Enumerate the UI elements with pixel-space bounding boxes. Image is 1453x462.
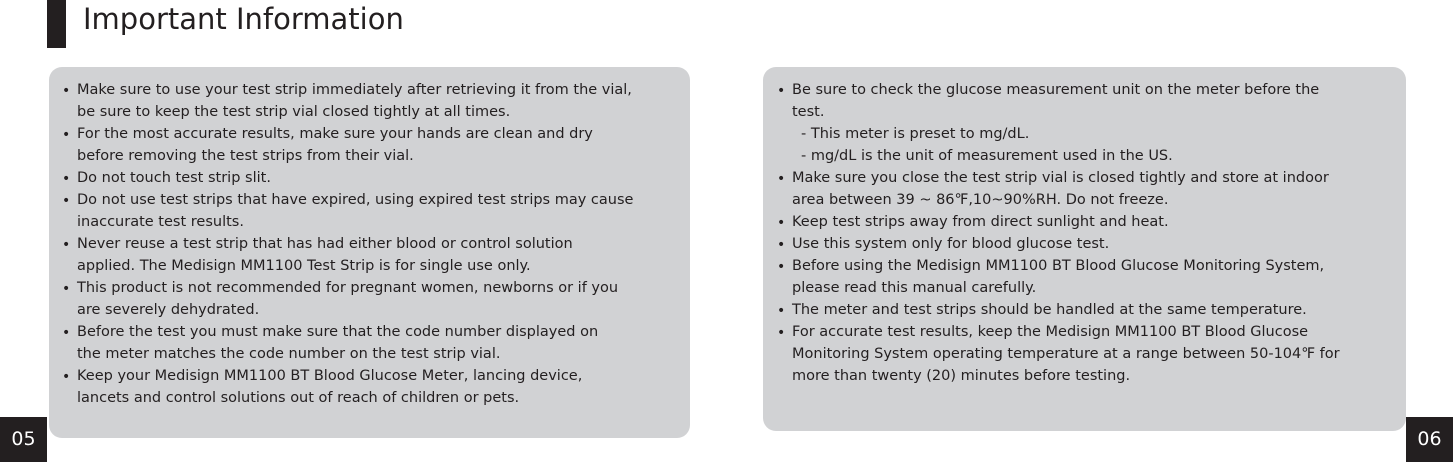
list-item-text: For the most accurate results, make sure your hands are clean and dry — [77, 126, 593, 142]
left-bullet-list — [62, 79, 680, 409]
list-item-text: be sure to keep the test strip vial closed tightly at all times. — [77, 104, 511, 120]
bullet-dot-icon: • — [777, 215, 786, 231]
list-item — [62, 167, 680, 189]
bullet-dot-icon: • — [777, 303, 786, 319]
sub-note: - This meter is preset to mg/dL. — [801, 126, 1030, 142]
list-item — [777, 79, 1398, 167]
list-item-text: Never reuse a test strip that has had either blood or control solution — [77, 236, 573, 252]
left-info-panel — [49, 67, 690, 438]
bullet-dot-icon: • — [62, 193, 71, 209]
right-info-panel — [763, 67, 1406, 431]
list-item — [777, 299, 1398, 321]
list-item-text: Make sure you close the test strip vial is closed tightly and store at indoor — [792, 170, 1329, 186]
list-item-text: test. — [792, 104, 825, 120]
list-item-text: inaccurate test results. — [77, 214, 244, 230]
bullet-dot-icon: • — [62, 83, 71, 99]
list-item-text: Make sure to use your test strip immediately after retrieving it from the vial, — [77, 82, 632, 98]
list-item-text: The meter and test strips should be handled at the same temperature. — [792, 302, 1307, 318]
list-item — [62, 233, 680, 277]
bullet-dot-icon: • — [62, 281, 71, 297]
list-item-text: Before the test you must make sure that the code number displayed on — [77, 324, 599, 340]
list-item-text: applied. The Medisign MM1100 Test Strip is for single use only. — [77, 258, 531, 274]
bullet-dot-icon: • — [777, 237, 786, 253]
list-item-text: please read this manual carefully. — [792, 280, 1037, 296]
list-item-text: Keep test strips away from direct sunlight and heat. — [792, 214, 1169, 230]
list-item — [62, 123, 680, 167]
title-accent-bar — [47, 0, 66, 48]
bullet-dot-icon: • — [777, 259, 786, 275]
list-item-text: area between 39 ~ 86℉,10~90%RH. Do not freeze. — [792, 192, 1169, 208]
list-item-text: Before using the Medisign MM1100 BT Blood Glucose Monitoring System, — [792, 258, 1325, 274]
list-item — [62, 189, 680, 233]
list-item-text: before removing the test strips from their vial. — [77, 148, 414, 164]
right-bullet-list — [777, 79, 1398, 387]
list-item — [62, 365, 680, 409]
list-item-text: This product is not recommended for pregnant women, newborns or if you — [77, 280, 619, 296]
list-item-text: are severely dehydrated. — [77, 302, 260, 318]
list-item — [777, 211, 1398, 233]
list-item-text: Keep your Medisign MM1100 BT Blood Glucose Meter, lancing device, — [77, 368, 583, 384]
list-item-text: Do not touch test strip slit. — [77, 170, 271, 186]
list-item-text: Do not use test strips that have expired, using expired test strips may cause — [77, 192, 634, 208]
bullet-dot-icon: • — [62, 369, 71, 385]
list-item — [777, 233, 1398, 255]
page-title: Important Information — [83, 2, 404, 36]
list-item — [62, 321, 680, 365]
list-item — [777, 255, 1398, 299]
list-item-text: Use this system only for blood glucose test. — [792, 236, 1110, 252]
list-item-text: lancets and control solutions out of reach of children or pets. — [77, 390, 520, 406]
bullet-dot-icon: • — [777, 83, 786, 99]
list-item — [777, 167, 1398, 211]
list-item-text: Be sure to check the glucose measurement unit on the meter before the — [792, 82, 1320, 98]
bullet-dot-icon: • — [62, 127, 71, 143]
bullet-dot-icon: • — [62, 325, 71, 341]
bullet-dot-icon: • — [62, 237, 71, 253]
list-item-text: Monitoring System operating temperature at a range between 50-104℉ for — [792, 346, 1340, 362]
bullet-dot-icon: • — [62, 171, 71, 187]
list-item-text: more than twenty (20) minutes before testing. — [792, 368, 1131, 384]
page-number-left: 05 — [0, 417, 47, 462]
list-item — [62, 79, 680, 123]
list-item — [62, 277, 680, 321]
page-number-right: 06 — [1406, 417, 1453, 462]
list-item-text: the meter matches the code number on the test strip vial. — [77, 346, 501, 362]
list-item — [777, 321, 1398, 387]
bullet-dot-icon: • — [777, 325, 786, 341]
list-item-text: For accurate test results, keep the Medisign MM1100 BT Blood Glucose — [792, 324, 1309, 340]
bullet-dot-icon: • — [777, 171, 786, 187]
sub-note: - mg/dL is the unit of measurement used in the US. — [801, 148, 1173, 164]
